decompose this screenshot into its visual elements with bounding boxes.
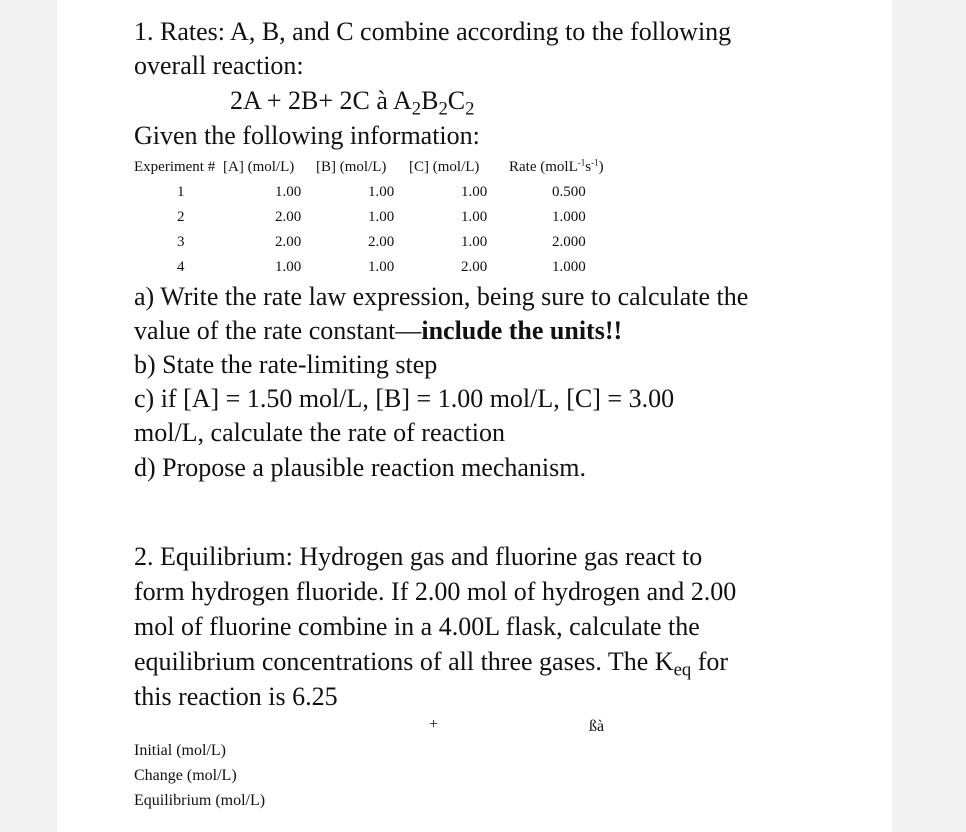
table-header-b: [B] (mol/L) <box>316 159 387 175</box>
q1-part-a-line-2: value of the rate constant—include the units!! <box>134 316 623 345</box>
q1-given-heading: Given the following information: <box>134 121 480 150</box>
q1-line-1: 1. Rates: A, B, and C combine according to the following <box>134 17 732 46</box>
reaction-arrow: ßà <box>589 718 605 735</box>
q1-part-c-line-1: c) if [A] = 1.50 mol/L, [B] = 1.00 mol/L, [C] = 3.00 <box>134 384 675 413</box>
table-cell: 3 <box>177 234 185 250</box>
table-cell: 2 <box>177 209 185 225</box>
q2-line-4: equilibrium concentrations of all three gases. The $K_{eq}$ for <box>134 647 729 681</box>
document-page <box>57 0 892 832</box>
q1-part-d: d) Propose a plausible reaction mechanism. <box>134 453 586 482</box>
table-cell: 1 <box>177 184 185 200</box>
table-cell: 2.00 <box>461 259 488 275</box>
table-cell: 2.00 <box>368 234 395 250</box>
table-header-c: [C] (mol/L) <box>409 159 480 175</box>
plus-sign: + <box>429 716 439 733</box>
ice-row-change: Change (mol/L) <box>134 767 237 784</box>
table-cell: 1.00 <box>368 209 395 225</box>
table-cell: 1.00 <box>368 259 395 275</box>
q2-line-5: this reaction is 6.25 <box>134 682 338 711</box>
table-cell: 2.000 <box>552 234 586 250</box>
q1-reaction-equation: 2A + 2B+ 2C à $A_2B_2C_2$ <box>230 86 475 120</box>
q2-line-3: mol of fluorine combine in a 4.00L flask, calculate the <box>134 612 700 641</box>
q1-part-a-line-1: a) Write the rate law expression, being sure to calculate the <box>134 282 749 311</box>
q2-line-1: 2. Equilibrium: Hydrogen gas and fluorine gas react to <box>134 542 703 571</box>
table-cell: 1.00 <box>461 234 488 250</box>
q1-line-2: overall reaction: <box>134 51 304 80</box>
table-header-a: [A] (mol/L) <box>223 159 295 175</box>
table-cell: 1.00 <box>461 209 488 225</box>
table-cell: 1.00 <box>275 259 302 275</box>
table-cell: 1.00 <box>368 184 395 200</box>
table-header-experiment: Experiment # <box>134 159 216 175</box>
table-header-rate: Rate $(molL^{-1}s^{-1})$ <box>509 157 604 175</box>
table-cell: 2.00 <box>275 209 302 225</box>
ice-row-initial: Initial (mol/L) <box>134 742 226 759</box>
table-cell: 1.000 <box>552 209 586 225</box>
table-cell: 1.00 <box>275 184 302 200</box>
q2-line-2: form hydrogen fluoride. If 2.00 mol of hydrogen and 2.00 <box>134 577 737 606</box>
q1-part-c-line-2: mol/L, calculate the rate of reaction <box>134 418 506 447</box>
table-cell: 0.500 <box>552 184 586 200</box>
table-cell: 4 <box>177 259 185 275</box>
table-cell: 1.00 <box>461 184 488 200</box>
ice-row-equilibrium: Equilibrium (mol/L) <box>134 792 266 809</box>
table-cell: 2.00 <box>275 234 302 250</box>
q1-part-b: b) State the rate-limiting step <box>134 350 438 379</box>
table-cell: 1.000 <box>552 259 586 275</box>
